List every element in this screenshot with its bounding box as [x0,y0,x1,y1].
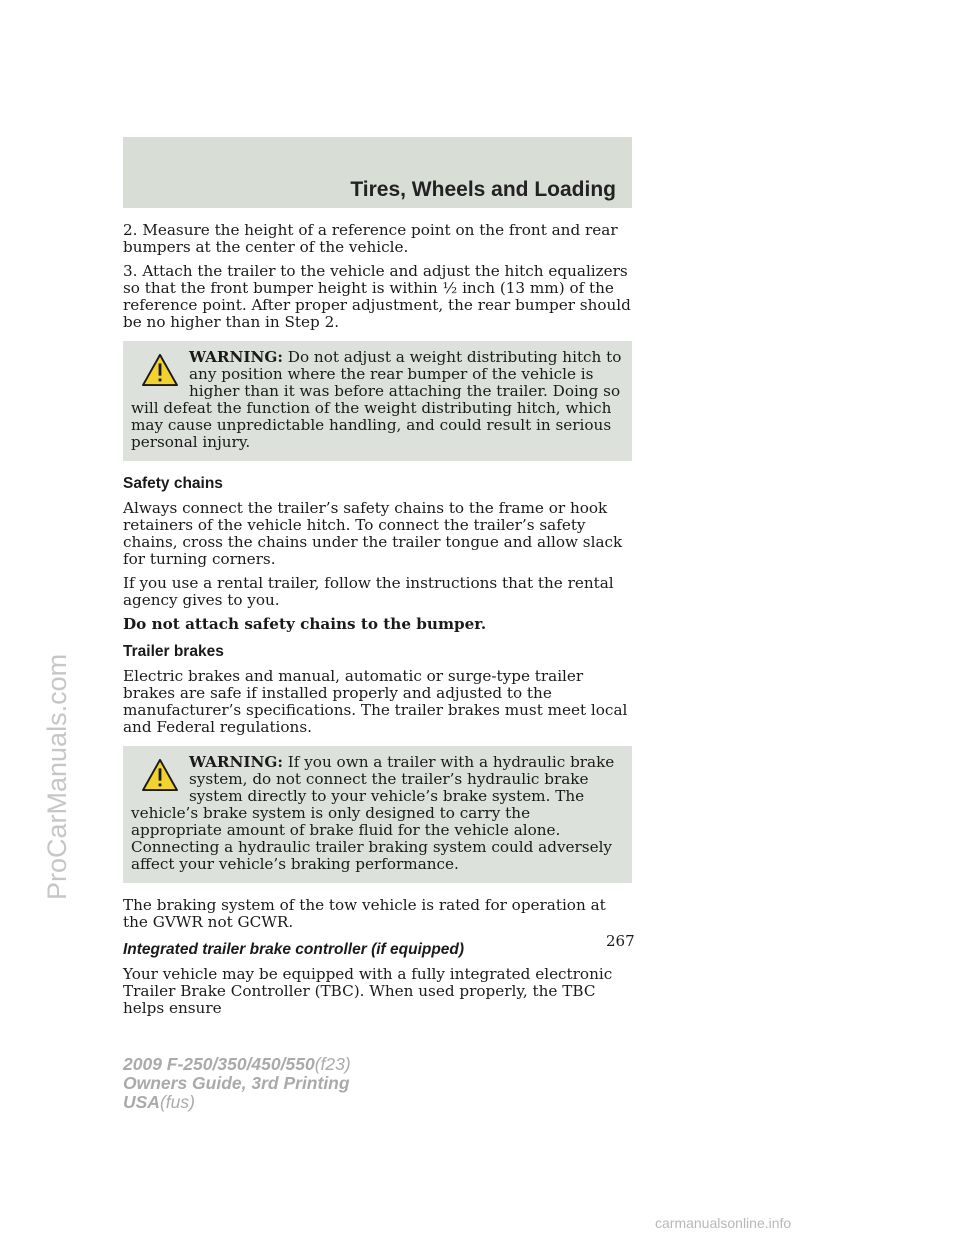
warning-box-hitch [123,341,632,461]
footer-line-2: Owners Guide, 3rd Printing [123,1073,350,1093]
footer-market-code: (fus) [159,1092,195,1112]
footer-market: USA [123,1092,160,1112]
safety-chains-paragraph: Always connect the trailer’s safety chains to the frame or hook retainers of the vehicle hitch. To connect the trailer’s safety chains, cross the chains under the trailer tongue and allow slack for turning corners. [123,499,623,568]
side-watermark: ProCarManuals.com [42,653,72,900]
bumper-note: Do not attach safety chains to the bumper. [123,615,487,633]
warning-box-hydraulic [123,746,632,883]
footer-line-1 [123,1055,351,1074]
warning-text: Do not adjust a weight distributing hitch to any position where the rear bumper of the vehicle is higher than it was before attaching the trailer. Doing so will defeat the function of the weight distributing hitch, which may cause unpredictable handling, and could result in serious personal injury. [131,348,622,451]
heading-safety-chains: Safety chains [123,475,223,492]
trailer-brakes-paragraph: Electric brakes and manual, automatic or surge-type trailer brakes are safe if installed properly and adjusted to the manufacturer’s specifications. The trailer brakes must meet local and Federal regulations. [123,667,628,736]
rental-trailer-paragraph: If you use a rental trailer, follow the instructions that the rental agency gives to you. [123,574,614,609]
section-title: Tires, Wheels and Loading [350,178,616,201]
page-number: 267 [606,932,635,950]
footer-line-3 [123,1093,351,1112]
warning-label: WARNING: [189,753,283,771]
page-content [123,222,632,1024]
tbc-paragraph: Your vehicle may be equipped with a fully integrated electronic Trailer Brake Controller (TBC). When used properly, the TBC helps ensure [123,965,613,1017]
warning-triangle-icon [141,353,179,387]
site-watermark: carmanualsonline.info [655,1215,792,1231]
document-footer [123,1055,351,1112]
braking-system-paragraph: The braking system of the tow vehicle is rated for operation at the GVWR not GCWR. [123,896,606,931]
footer-model: 2009 F-250/350/450/550 [123,1054,315,1074]
warning-triangle-icon [141,758,179,792]
warning-text: If you own a trailer with a hydraulic brake system, do not connect the trailer’s hydraulic brake system directly to your vehicle’s brake system. The vehicle’s brake system is only designed to carry the appropriate amount of brake fluid for the vehicle alone. Connecting a hydraulic trailer braking system could adversely affect your vehicle’s braking performance. [131,753,615,873]
heading-integrated-tbc: Integrated trailer brake controller (if equipped) [123,941,465,958]
footer-code: (f23) [314,1054,351,1074]
step-2-paragraph: 2. Measure the height of a reference point on the front and rear bumpers at the center of the vehicle. [123,221,618,256]
section-header-band [123,137,632,208]
step-3-paragraph: 3. Attach the trailer to the vehicle and adjust the hitch equalizers so that the front bumper height is within ½ inch (13 mm) of the reference point. After proper adjustment, the rear bumper should be no higher than in Step 2. [123,262,631,331]
heading-trailer-brakes: Trailer brakes [123,643,224,660]
warning-label: WARNING: [189,348,283,366]
